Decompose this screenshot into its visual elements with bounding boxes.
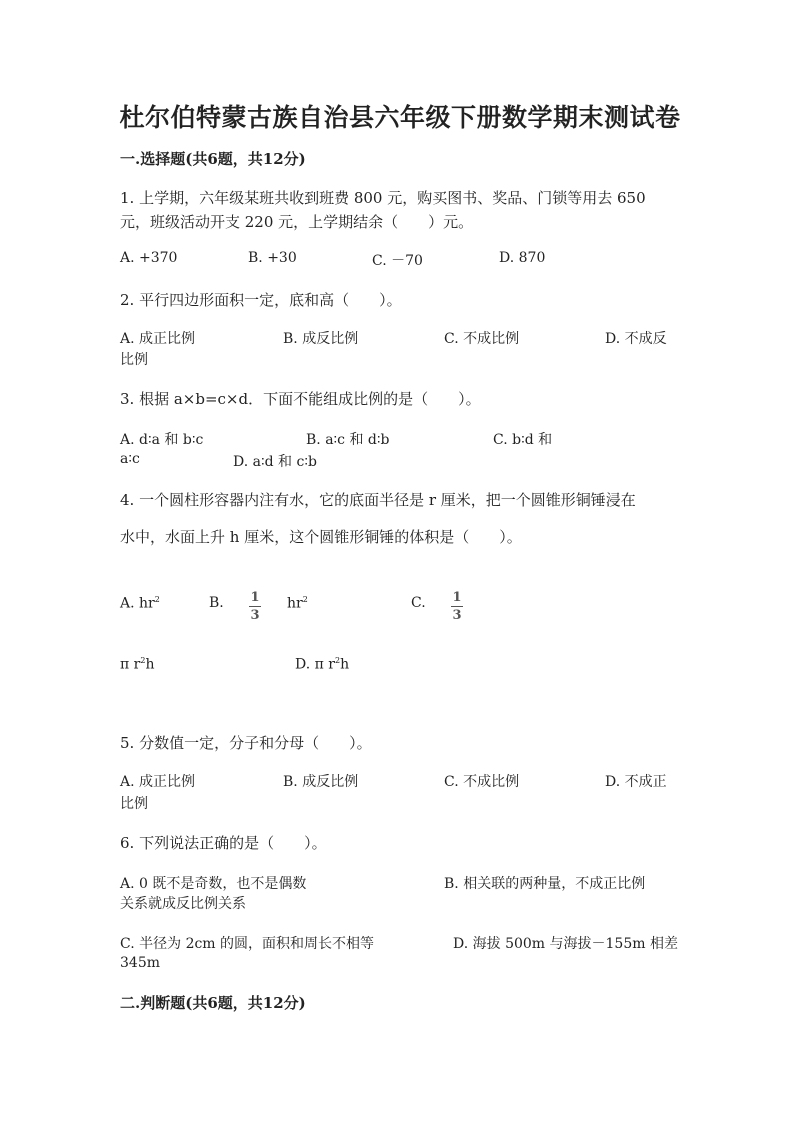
option-c-cont: a∶c — [120, 451, 140, 467]
option-d[interactable]: D. 海拔 500m 与海拔－155m 相差 — [453, 936, 678, 952]
option-b[interactable]: B. 成反比例 — [283, 331, 359, 347]
question-text: 1. 上学期，六年级某班共收到班费 800 元，购买图书、奖品、门锁等用去 650 — [120, 189, 646, 207]
option-a[interactable]: A. 成正比例 — [120, 331, 196, 347]
question-text: 3. 根据 a×b=c×d．下面不能组成比例的是（ ）。 — [120, 390, 481, 408]
question-text: 5. 分数值一定，分子和分母（ ）。 — [120, 734, 372, 752]
question-text: 6. 下列说法正确的是（ ）。 — [120, 834, 327, 852]
option-c[interactable]: C. 不成比例 — [444, 331, 520, 347]
option-d[interactable]: D. 不成反 — [605, 331, 667, 347]
option-b-cont: 关系就成反比例关系 — [120, 896, 246, 912]
option-a[interactable]: A. d∶a 和 b∶c — [120, 432, 204, 448]
option-c-cont-tail: h — [145, 656, 155, 673]
fraction-bar — [451, 606, 463, 607]
fraction-denominator: 3 — [452, 608, 462, 623]
option-a[interactable] — [120, 595, 160, 612]
option-c[interactable]: C. 不成比例 — [444, 774, 520, 790]
fraction-numerator: 1 — [250, 590, 260, 605]
fraction-numerator: 1 — [452, 590, 462, 605]
option-b[interactable]: B. +30 — [248, 250, 297, 266]
option-d[interactable]: D. 870 — [499, 250, 546, 266]
option-d-cont: 比例 — [120, 352, 148, 368]
section-heading-judge: 二.判断题(共6题，共12分) — [120, 994, 306, 1012]
option-b[interactable]: B. 相关联的两种量，不成正比例 — [444, 876, 646, 892]
option-d[interactable] — [295, 656, 349, 673]
option-c[interactable]: C. 半径为 2cm 的圆，面积和周长不相等 — [120, 936, 375, 952]
question-text-cont: 水中，水面上升 h 厘米，这个圆锥形铜锤的体积是（ ）。 — [120, 528, 522, 546]
option-a-text: A. hr — [120, 595, 155, 612]
option-c[interactable]: C. b∶d 和 — [493, 432, 553, 448]
option-d[interactable]: D. a∶d 和 c∶b — [233, 454, 317, 470]
option-d-cont: 比例 — [120, 796, 148, 812]
section-heading-choice: 一.选择题(共6题，共12分) — [120, 150, 306, 168]
option-b[interactable]: B. a∶c 和 d∶b — [306, 432, 390, 448]
option-d-exp: 2 — [334, 656, 341, 665]
option-b-tail — [287, 595, 308, 612]
option-a[interactable]: A. 0 既不是奇数，也不是偶数 — [120, 876, 307, 892]
option-d-cont: 345m — [120, 955, 160, 971]
option-d-text: D. π r — [295, 656, 335, 673]
page-title: 杜尔伯特蒙古族自治县六年级下册数学期末测试卷 — [119, 103, 681, 132]
option-a[interactable]: A. +370 — [120, 250, 178, 266]
option-b-fraction — [249, 590, 261, 623]
fraction-denominator: 3 — [250, 608, 260, 623]
question-text: 4. 一个圆柱形容器内注有水，它的底面半径是 r 厘米，把一个圆锥形铜锤浸在 — [120, 491, 636, 509]
option-b[interactable]: B. — [209, 595, 224, 611]
option-d-tail: h — [340, 656, 350, 673]
option-c-exp: 2 — [140, 656, 146, 665]
option-a-exp: 2 — [154, 595, 160, 604]
option-c[interactable]: C. — [411, 595, 426, 611]
question-text: 2. 平行四边形面积一定，底和高（ ）。 — [120, 291, 402, 309]
option-c-cont-text: π r — [120, 656, 141, 673]
option-b-exp: 2 — [302, 595, 308, 604]
option-c[interactable]: C. －70 — [372, 253, 423, 269]
option-c-fraction — [451, 590, 463, 623]
option-b-tail-text: hr — [287, 595, 303, 612]
option-c-cont — [120, 656, 154, 673]
option-a[interactable]: A. 成正比例 — [120, 774, 196, 790]
option-d[interactable]: D. 不成正 — [605, 774, 667, 790]
question-text-cont: 元，班级活动开支 220 元，上学期结余（ ）元。 — [120, 213, 474, 231]
option-b[interactable]: B. 成反比例 — [283, 774, 359, 790]
fraction-bar — [249, 606, 261, 607]
